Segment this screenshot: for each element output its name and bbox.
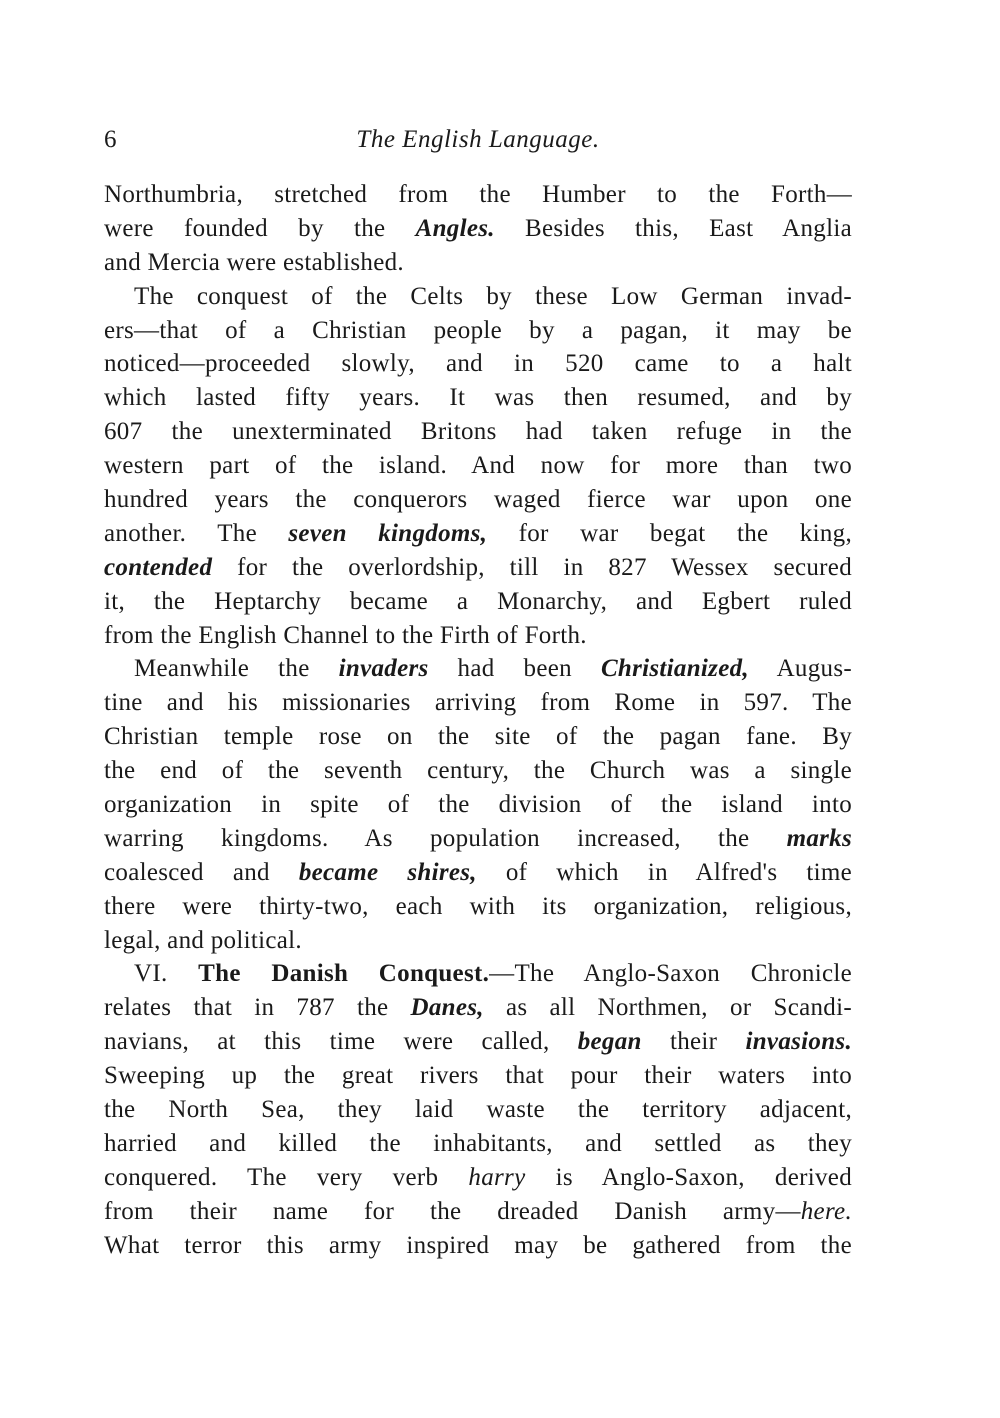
text-line [104,280,852,314]
text-run: What terror this army inspired may be gathered from the [104,1231,852,1259]
text-line [104,1195,852,1229]
text-line [104,1059,852,1093]
text-line [104,585,852,619]
text-line [104,449,852,483]
text-run: Besides this, East Anglia [494,214,852,242]
text-line [104,1093,852,1127]
emphasized-text: invasions. [745,1028,852,1056]
text-run: navians, at this time were called, [104,1028,578,1056]
text-run: it, the Heptarchy became a Monarchy, and Egbert ruled [104,587,852,615]
emphasized-text: became shires, [298,858,477,886]
text-line [104,957,852,991]
text-line [104,1229,852,1263]
text-line [104,754,852,788]
text-run: were founded by the [104,214,416,242]
text-line [104,822,852,856]
text-run: Christian temple rose on the site of the pagan fane. By [104,723,852,751]
emphasized-text: contended [104,553,213,581]
text-line [104,619,852,653]
running-title: The English Language. [356,126,600,153]
text-run: from their name for the dreaded Danish army— [104,1197,801,1225]
text-run: had been [428,655,601,683]
page-body-text [104,178,852,1263]
text-run: Augus- [748,655,852,683]
emphasized-text: began [577,1028,642,1056]
text-run: organization in spite of the division of the island into [104,791,852,819]
text-run: from the English Channel to the Firth of Forth. [104,621,587,649]
text-line [104,483,852,517]
text-line [104,212,852,246]
page-header [104,126,852,160]
text-run: the North Sea, they laid waste the territory adjacent, [104,1096,852,1124]
text-line [104,347,852,381]
text-line [104,517,852,551]
text-line [104,1025,852,1059]
text-run: relates that in 787 the [104,994,411,1022]
emphasized-text: marks [786,824,852,852]
text-run: warring kingdoms. As population increased, the [104,824,787,852]
text-line [104,178,852,212]
text-line [104,924,852,958]
text-run: Meanwhile the [134,655,339,683]
emphasized-text: here. [800,1197,852,1225]
emphasized-text: invaders [338,655,429,683]
text-run: Sweeping up the great rivers that pour their waters into [104,1062,852,1090]
text-line [104,652,852,686]
text-run: harried and killed the inhabitants, and settled as they [104,1129,852,1157]
text-run: the end of the seventh century, the Church was a single [104,757,852,785]
text-run: and Mercia were established. [104,248,404,276]
text-line [104,991,852,1025]
text-run: Northumbria, stretched from the Humber to the Forth— [104,181,852,208]
text-run: for war begat the king, [487,519,853,547]
text-run: —The Anglo-Saxon Chronicle [489,960,852,988]
text-line [104,314,852,348]
emphasized-text: Angles. [415,214,495,242]
text-line [104,1161,852,1195]
text-run: western part of the island. And now for more than two [104,452,852,480]
text-line [104,1127,852,1161]
text-run: 607 the unexterminated Britons had taken refuge in the [104,418,852,446]
text-run: ers—that of a Christian people by a pagan, it may be [104,316,852,344]
text-line [104,551,852,585]
emphasized-text: Danes, [410,994,484,1022]
text-run: for the overlordship, till in 827 Wessex secured [212,553,852,581]
text-line [104,686,852,720]
text-run: noticed—proceeded slowly, and in 520 came to a halt [104,350,852,378]
text-line [104,720,852,754]
text-line [104,890,852,924]
text-run: is Anglo-Saxon, derived [525,1163,852,1191]
text-run: there were thirty-two, each with its organization, religious, [104,892,852,920]
text-line [104,381,852,415]
emphasized-text: Christianized, [600,655,749,683]
text-line [104,856,852,890]
emphasized-text: seven kingdoms, [288,519,488,547]
text-run: coalesced and [104,858,299,886]
text-run: legal, and political. [104,926,302,954]
text-line [104,246,852,280]
text-run: conquered. The very verb [104,1163,469,1191]
text-line [104,415,852,449]
text-run: another. The [104,519,289,547]
emphasized-text: harry [468,1163,526,1191]
text-run: The conquest of the Celts by these Low German invad- [134,282,852,310]
text-run: hundred years the conquerors waged fierce war upon one [104,486,852,514]
emphasized-text: The Danish Conquest. [198,960,490,988]
text-run: of which in Alfred's time [476,858,853,886]
text-run: VI. [134,960,199,988]
text-run: their [641,1028,746,1056]
text-line [104,788,852,822]
text-run: which lasted fifty years. It was then resumed, and by [104,384,852,412]
page-number: 6 [104,126,117,153]
text-run: tine and his missionaries arriving from Rome in 597. The [104,689,852,717]
text-run: as all Northmen, or Scandi- [483,994,852,1022]
